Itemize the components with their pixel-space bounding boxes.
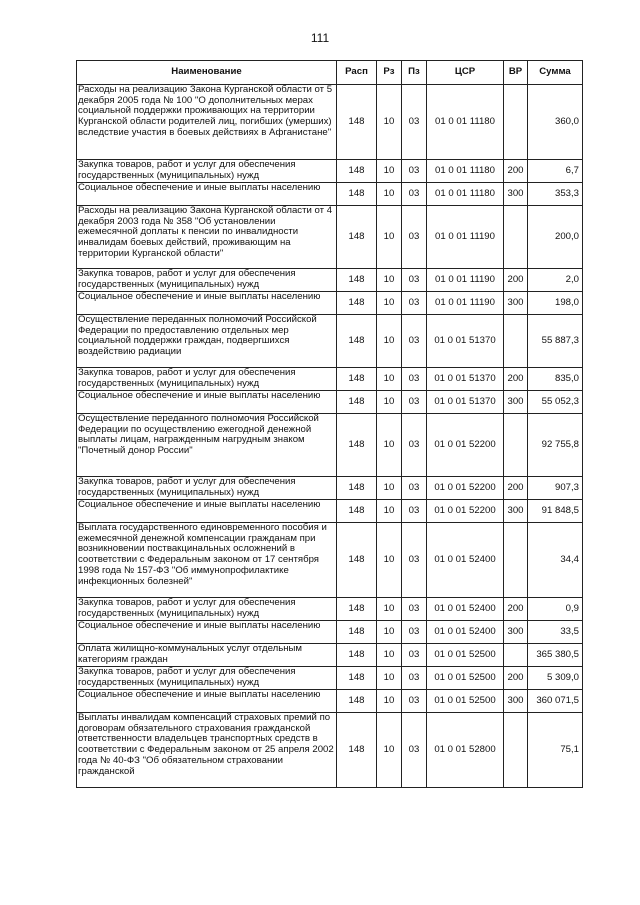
cell-csr: 01 0 01 52400 [427, 621, 504, 644]
header-vr: ВР [504, 61, 528, 85]
cell-rasp: 148 [337, 160, 377, 183]
cell-vr [504, 713, 528, 788]
cell-sum: 835,0 [528, 368, 583, 391]
cell-csr: 01 0 01 51370 [427, 368, 504, 391]
cell-sum: 907,3 [528, 477, 583, 500]
cell-sum: 2,0 [528, 269, 583, 292]
cell-pz: 03 [402, 500, 427, 523]
table-row [77, 644, 583, 667]
cell-rz: 10 [377, 598, 402, 621]
cell-rasp: 148 [337, 598, 377, 621]
cell-name: Закупка товаров, работ и услуг для обеспечения государственных (муниципальных) нужд [77, 160, 337, 183]
cell-vr [504, 315, 528, 368]
cell-rz: 10 [377, 644, 402, 667]
cell-vr [504, 206, 528, 269]
cell-rz: 10 [377, 690, 402, 713]
cell-sum: 0,9 [528, 598, 583, 621]
cell-sum: 92 755,8 [528, 414, 583, 477]
cell-sum: 6,7 [528, 160, 583, 183]
table-row [77, 292, 583, 315]
table-row [77, 523, 583, 598]
cell-csr: 01 0 01 52200 [427, 477, 504, 500]
cell-name: Закупка товаров, работ и услуг для обеспечения государственных (муниципальных) нужд [77, 368, 337, 391]
cell-rasp: 148 [337, 713, 377, 788]
table-row [77, 183, 583, 206]
cell-sum: 55 052,3 [528, 391, 583, 414]
cell-rasp: 148 [337, 269, 377, 292]
cell-name: Социальное обеспечение и иные выплаты населению [77, 391, 337, 414]
cell-pz: 03 [402, 160, 427, 183]
cell-name: Расходы на реализацию Закона Курганской области от 5 декабря 2005 года № 100 "О дополнительных мерах социальной поддержки проживающих на территории Курганской области родителей лиц, погибших (умерших) вследствие участия в боевых действиях в Афганистане" [77, 85, 337, 160]
cell-rz: 10 [377, 500, 402, 523]
cell-rz: 10 [377, 269, 402, 292]
cell-csr: 01 0 01 52800 [427, 713, 504, 788]
cell-rz: 10 [377, 315, 402, 368]
header-name: Наименование [77, 61, 337, 85]
cell-vr: 200 [504, 667, 528, 690]
cell-rasp: 148 [337, 183, 377, 206]
cell-pz: 03 [402, 713, 427, 788]
cell-pz: 03 [402, 690, 427, 713]
cell-name: Закупка товаров, работ и услуг для обеспечения государственных (муниципальных) нужд [77, 598, 337, 621]
cell-rasp: 148 [337, 368, 377, 391]
cell-sum: 360 071,5 [528, 690, 583, 713]
cell-csr: 01 0 01 11180 [427, 160, 504, 183]
table-row [77, 85, 583, 160]
cell-vr: 200 [504, 160, 528, 183]
cell-sum: 33,5 [528, 621, 583, 644]
cell-vr: 300 [504, 391, 528, 414]
cell-pz: 03 [402, 523, 427, 598]
table-body [77, 85, 583, 788]
cell-rasp: 148 [337, 85, 377, 160]
cell-vr: 300 [504, 292, 528, 315]
cell-name: Социальное обеспечение и иные выплаты населению [77, 500, 337, 523]
cell-name: Социальное обеспечение и иные выплаты населению [77, 292, 337, 315]
cell-pz: 03 [402, 667, 427, 690]
cell-sum: 365 380,5 [528, 644, 583, 667]
cell-rasp: 148 [337, 523, 377, 598]
cell-vr: 300 [504, 621, 528, 644]
cell-name: Выплата государственного единовременного пособия и ежемесячной денежной компенсации гражданам при возникновении поствакцинальных осложнений в соответствии с Федеральным законом от 17 сентября 1998 года № 157-ФЗ "Об иммунопрофилактике инфекционных болезней" [77, 523, 337, 598]
cell-csr: 01 0 01 52200 [427, 414, 504, 477]
cell-rasp: 148 [337, 315, 377, 368]
cell-rz: 10 [377, 414, 402, 477]
table-row [77, 713, 583, 788]
cell-csr: 01 0 01 52200 [427, 500, 504, 523]
cell-csr: 01 0 01 52500 [427, 690, 504, 713]
cell-vr: 300 [504, 500, 528, 523]
cell-csr: 01 0 01 52400 [427, 523, 504, 598]
cell-pz: 03 [402, 315, 427, 368]
cell-name: Осуществление переданного полномочия Российской Федерации по осуществлению ежегодной денежной выплаты лицам, награжденным нагрудным знаком "Почетный донор России" [77, 414, 337, 477]
cell-pz: 03 [402, 368, 427, 391]
cell-rasp: 148 [337, 391, 377, 414]
cell-sum: 353,3 [528, 183, 583, 206]
cell-rz: 10 [377, 160, 402, 183]
cell-pz: 03 [402, 85, 427, 160]
cell-pz: 03 [402, 414, 427, 477]
header-rasp: Расп [337, 61, 377, 85]
cell-pz: 03 [402, 391, 427, 414]
cell-csr: 01 0 01 11180 [427, 183, 504, 206]
cell-csr: 01 0 01 52500 [427, 644, 504, 667]
cell-csr: 01 0 01 52400 [427, 598, 504, 621]
table-row [77, 206, 583, 269]
cell-rz: 10 [377, 206, 402, 269]
cell-rz: 10 [377, 477, 402, 500]
cell-sum: 200,0 [528, 206, 583, 269]
cell-sum: 5 309,0 [528, 667, 583, 690]
cell-pz: 03 [402, 269, 427, 292]
table-row [77, 391, 583, 414]
budget-table [76, 60, 583, 788]
cell-rz: 10 [377, 292, 402, 315]
cell-csr: 01 0 01 52500 [427, 667, 504, 690]
cell-vr: 200 [504, 598, 528, 621]
cell-name: Расходы на реализацию Закона Курганской области от 4 декабря 2003 года № 358 "Об установлении ежемесячной доплаты к пенсии по инвалидности инвалидам боевых действий, проживающим на территории Курганской области" [77, 206, 337, 269]
cell-rasp: 148 [337, 500, 377, 523]
cell-rz: 10 [377, 713, 402, 788]
cell-name: Закупка товаров, работ и услуг для обеспечения государственных (муниципальных) нужд [77, 269, 337, 292]
header-sum: Сумма [528, 61, 583, 85]
cell-rz: 10 [377, 391, 402, 414]
cell-vr [504, 523, 528, 598]
cell-rz: 10 [377, 523, 402, 598]
cell-pz: 03 [402, 206, 427, 269]
cell-rz: 10 [377, 183, 402, 206]
cell-name: Закупка товаров, работ и услуг для обеспечения государственных (муниципальных) нужд [77, 477, 337, 500]
cell-name: Выплаты инвалидам компенсаций страховых премий по договорам обязательного страхования гражданской ответственности владельцев транспортных средств в соответствии с Федеральным законом от 25 апреля 2002 года № 40-ФЗ "Об обязательном страховании гражданской [77, 713, 337, 788]
cell-csr: 01 0 01 11190 [427, 269, 504, 292]
cell-name: Оплата жилищно-коммунальных услуг отдельным категориям граждан [77, 644, 337, 667]
cell-name: Социальное обеспечение и иные выплаты населению [77, 183, 337, 206]
cell-vr [504, 85, 528, 160]
table-header-row [77, 61, 583, 85]
table-row [77, 368, 583, 391]
cell-name: Социальное обеспечение и иные выплаты населению [77, 690, 337, 713]
cell-rasp: 148 [337, 414, 377, 477]
cell-vr: 200 [504, 477, 528, 500]
cell-sum: 360,0 [528, 85, 583, 160]
cell-vr: 300 [504, 690, 528, 713]
cell-vr [504, 414, 528, 477]
table-row [77, 477, 583, 500]
table-row [77, 500, 583, 523]
cell-vr: 200 [504, 269, 528, 292]
cell-sum: 34,4 [528, 523, 583, 598]
cell-pz: 03 [402, 477, 427, 500]
cell-rasp: 148 [337, 667, 377, 690]
cell-csr: 01 0 01 51370 [427, 315, 504, 368]
table-row [77, 269, 583, 292]
cell-pz: 03 [402, 183, 427, 206]
table-row [77, 621, 583, 644]
cell-rasp: 148 [337, 690, 377, 713]
cell-rasp: 148 [337, 621, 377, 644]
header-pz: Пз [402, 61, 427, 85]
cell-name: Социальное обеспечение и иные выплаты населению [77, 621, 337, 644]
cell-pz: 03 [402, 598, 427, 621]
table-row [77, 414, 583, 477]
cell-name: Закупка товаров, работ и услуг для обеспечения государственных (муниципальных) нужд [77, 667, 337, 690]
table-row [77, 160, 583, 183]
cell-pz: 03 [402, 292, 427, 315]
cell-pz: 03 [402, 644, 427, 667]
cell-rz: 10 [377, 85, 402, 160]
cell-vr: 300 [504, 183, 528, 206]
cell-name: Осуществление переданных полномочий Российской Федерации по предоставлению отдельных мер социальной поддержки граждан, подвергшихся воздействию радиации [77, 315, 337, 368]
cell-csr: 01 0 01 11190 [427, 206, 504, 269]
header-rz: Рз [377, 61, 402, 85]
cell-rasp: 148 [337, 477, 377, 500]
cell-rz: 10 [377, 667, 402, 690]
cell-rz: 10 [377, 368, 402, 391]
table-row [77, 667, 583, 690]
cell-rasp: 148 [337, 292, 377, 315]
cell-sum: 75,1 [528, 713, 583, 788]
cell-rz: 10 [377, 621, 402, 644]
cell-vr: 200 [504, 368, 528, 391]
cell-sum: 91 848,5 [528, 500, 583, 523]
table-row [77, 315, 583, 368]
cell-vr [504, 644, 528, 667]
table-row [77, 690, 583, 713]
cell-rasp: 148 [337, 644, 377, 667]
cell-csr: 01 0 01 11190 [427, 292, 504, 315]
header-csr: ЦСР [427, 61, 504, 85]
cell-sum: 55 887,3 [528, 315, 583, 368]
cell-sum: 198,0 [528, 292, 583, 315]
table-row [77, 598, 583, 621]
cell-csr: 01 0 01 11180 [427, 85, 504, 160]
cell-rasp: 148 [337, 206, 377, 269]
cell-pz: 03 [402, 621, 427, 644]
page-number: 111 [310, 31, 330, 45]
cell-csr: 01 0 01 51370 [427, 391, 504, 414]
